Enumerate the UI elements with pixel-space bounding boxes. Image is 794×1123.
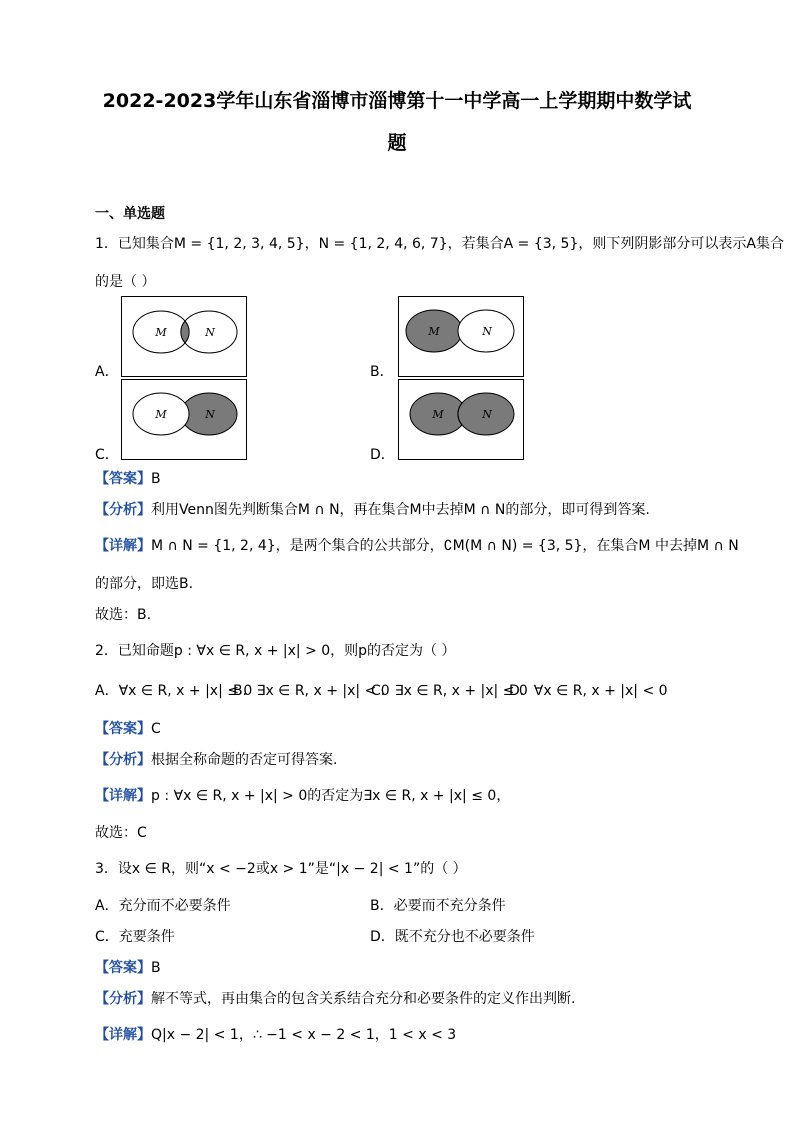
detail-text: M ∩ N = {1, 2, 4}，是两个集合的公共部分，∁M(M ∩ N) = {3, 5}，在集合M 中去掉M ∩ N bbox=[151, 538, 739, 554]
q1-option-b-label: B． bbox=[370, 364, 394, 380]
q2-conclusion: 故选：C bbox=[95, 825, 147, 841]
venn-diagram-c bbox=[121, 379, 247, 460]
q1-option-a-label: A． bbox=[95, 364, 119, 380]
q2-option-a: A．∀x ∈ R, x + |x| ≤ 0 bbox=[95, 683, 253, 699]
q2-answer bbox=[95, 718, 161, 738]
q2-stem: 2．已知命题p : ∀x ∈ R, x + |x| > 0，则p的否定为（ ） bbox=[95, 643, 456, 659]
venn-c-label-n: N bbox=[205, 408, 215, 421]
venn-a-label-n: N bbox=[205, 326, 215, 339]
analysis-text: 解不等式，再由集合的包含关系结合充分和必要条件的定义作出判断. bbox=[151, 991, 576, 1007]
analysis-text: 利用Venn图先判断集合M ∩ N，再在集合M中去掉M ∩ N的部分，即可得到答案. bbox=[151, 502, 650, 518]
detail-text: p : ∀x ∈ R, x + |x| > 0的否定为∃x ∈ R, x + |x| ≤ 0， bbox=[151, 788, 511, 804]
q3-option-c: C．充要条件 bbox=[95, 929, 175, 945]
q1-answer bbox=[95, 468, 161, 488]
analysis-tag: 【分析】 bbox=[95, 502, 151, 518]
q1-stem-line-1: 1．已知集合M = {1, 2, 3, 4, 5}，N = {1, 2, 4, 6, 7}，若集合A = {3, 5}，则下列阴影部分可以表示A集合 bbox=[95, 236, 784, 252]
page-title-line-2: 题 bbox=[387, 132, 407, 154]
q3-detail bbox=[95, 1024, 456, 1044]
q3-option-d: D．既不充分也不必要条件 bbox=[370, 929, 535, 945]
q3-answer bbox=[95, 957, 161, 977]
answer-tag: 【答案】 bbox=[95, 721, 151, 737]
analysis-tag: 【分析】 bbox=[95, 991, 151, 1007]
analysis-tag: 【分析】 bbox=[95, 752, 151, 768]
q1-conclusion: 故选：B. bbox=[95, 607, 152, 623]
venn-diagram-d bbox=[398, 379, 524, 460]
venn-c-label-m: M bbox=[155, 408, 167, 421]
section-heading: 一、单选题 bbox=[95, 206, 165, 222]
q3-analysis bbox=[95, 988, 575, 1008]
detail-tag: 【详解】 bbox=[95, 538, 151, 554]
q2-option-c: C．∃x ∈ R, x + |x| ≤ 0 bbox=[371, 683, 528, 699]
detail-tag: 【详解】 bbox=[95, 1027, 151, 1043]
q3-stem: 3．设x ∈ R，则“x < −2或x > 1”是“|x − 2| < 1”的（ ） bbox=[95, 861, 467, 877]
q2-detail bbox=[95, 785, 510, 805]
venn-diagram-b bbox=[398, 296, 524, 377]
q1-detail-line-1 bbox=[95, 535, 739, 555]
venn-a-intersection-shade bbox=[181, 321, 189, 343]
detail-tag: 【详解】 bbox=[95, 788, 151, 804]
answer-value: C bbox=[151, 721, 161, 737]
q1-analysis bbox=[95, 499, 650, 519]
venn-b-label-m: M bbox=[428, 325, 440, 338]
detail-text: Q|x − 2| < 1，∴ −1 < x − 2 < 1，1 < x < 3 bbox=[151, 1027, 457, 1043]
q3-option-a: A．充分而不必要条件 bbox=[95, 898, 231, 914]
q1-option-d-label: D． bbox=[370, 447, 395, 463]
q1-option-c-label: C． bbox=[95, 447, 119, 463]
q1-stem-line-2: 的是（ ） bbox=[95, 274, 156, 290]
answer-value: B bbox=[151, 471, 161, 487]
analysis-text: 根据全称命题的否定可得答案. bbox=[151, 752, 338, 768]
q2-option-b: B．∃x ∈ R, x + |x| < 0 bbox=[233, 683, 390, 699]
q2-analysis bbox=[95, 749, 337, 769]
q3-option-b: B．必要而不充分条件 bbox=[370, 898, 506, 914]
venn-diagram-a bbox=[121, 296, 247, 377]
answer-tag: 【答案】 bbox=[95, 960, 151, 976]
venn-a-label-m: M bbox=[155, 326, 167, 339]
answer-tag: 【答案】 bbox=[95, 471, 151, 487]
venn-d-label-n: N bbox=[482, 408, 492, 421]
q2-option-d: D．∀x ∈ R, x + |x| < 0 bbox=[509, 683, 668, 699]
venn-b-label-n: N bbox=[482, 325, 492, 338]
page-title-line-1: 2022-2023学年山东省淄博市淄博第十一中学高一上学期期中数学试 bbox=[102, 90, 692, 112]
q1-detail-line-2: 的部分，即选B. bbox=[95, 576, 194, 592]
answer-value: B bbox=[151, 960, 161, 976]
venn-d-label-m: M bbox=[432, 408, 444, 421]
